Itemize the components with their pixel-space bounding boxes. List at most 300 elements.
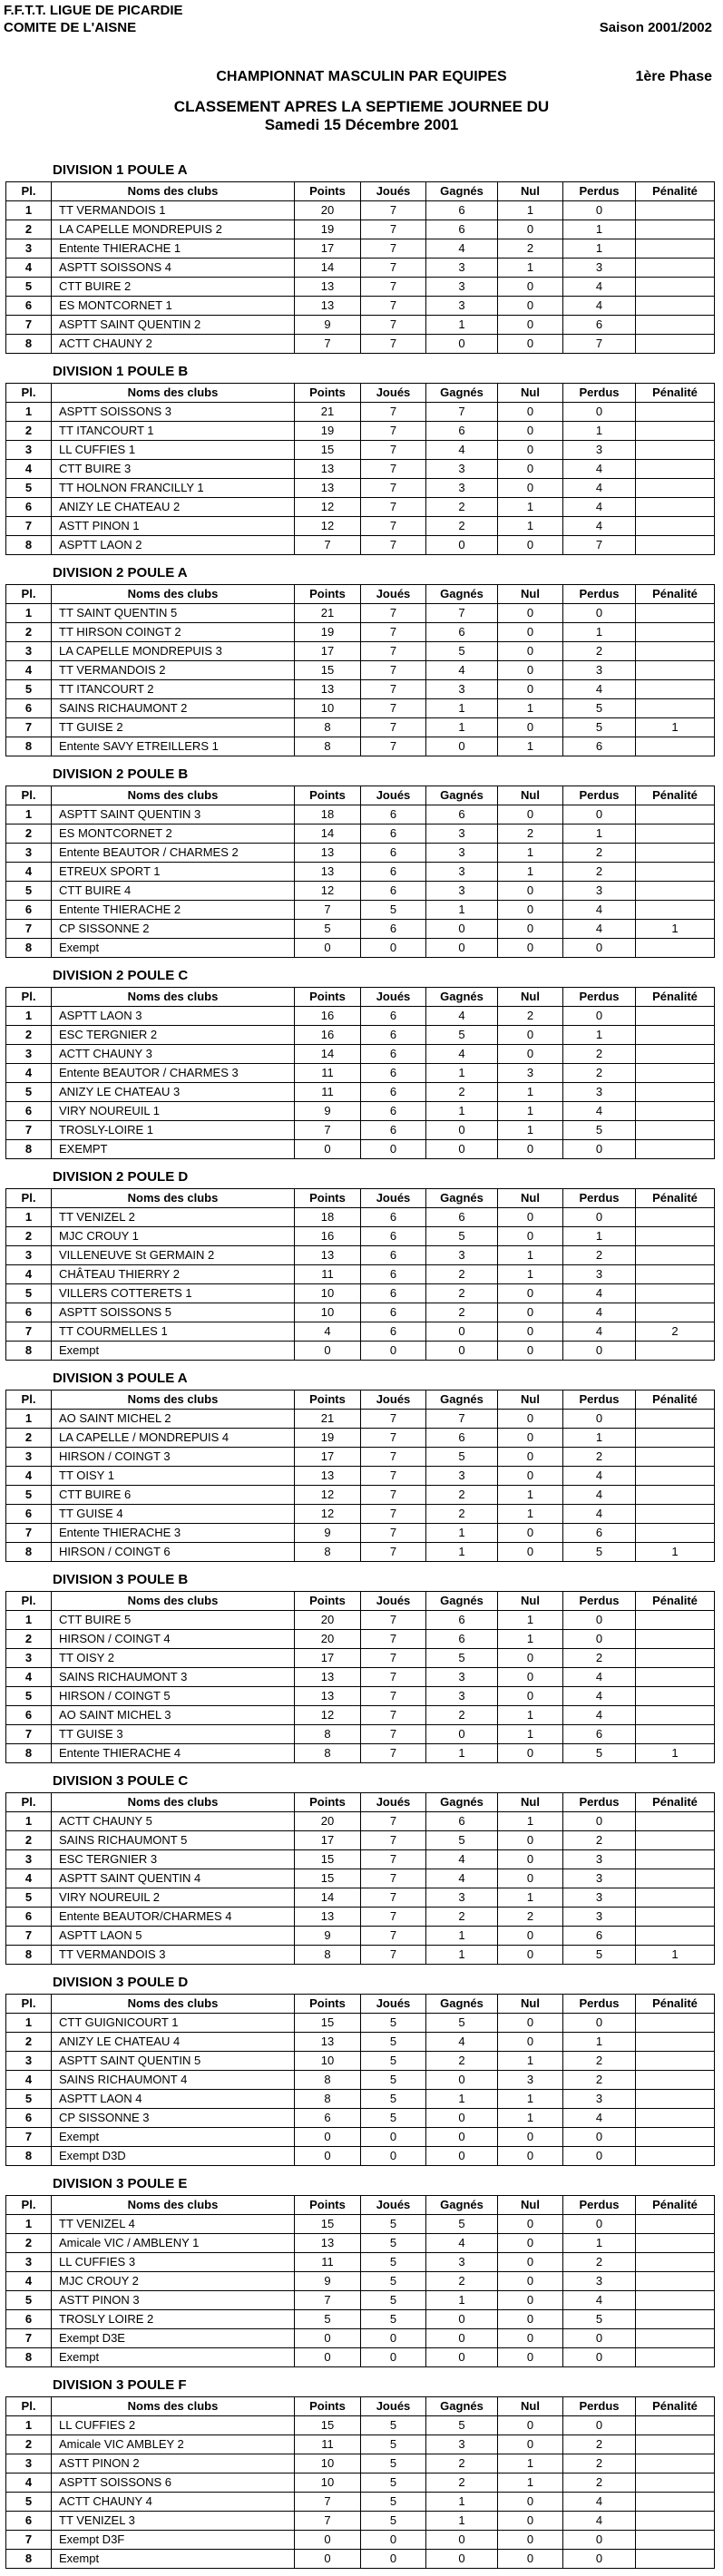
lost-cell: 6 [563,1524,636,1543]
lost-cell: 0 [563,939,636,958]
table-row [6,1227,715,1246]
place-cell: 4 [6,661,52,680]
played-cell: 7 [361,1869,426,1888]
lost-cell: 0 [563,1812,636,1831]
club-name-cell: LA CAPELLE MONDREPUIS 2 [52,220,295,239]
table-row [6,1083,715,1102]
points-cell: 13 [295,1467,361,1486]
won-cell: 2 [426,1083,498,1102]
played-cell: 7 [361,680,426,699]
table-row [6,1467,715,1486]
penalty-cell [636,805,715,825]
points-cell: 10 [295,1284,361,1303]
club-name-cell: LL CUFFIES 3 [52,2253,295,2272]
club-name-cell: CP SISSONNE 3 [52,2109,295,2128]
played-cell: 5 [361,2033,426,2052]
won-cell: 2 [426,2052,498,2071]
division-section [0,361,723,562]
points-cell: 14 [295,1888,361,1908]
played-cell: 6 [361,863,426,882]
place-cell: 6 [6,699,52,718]
club-name-cell: TT VENIZEL 2 [52,1208,295,1227]
penalty-cell [636,1812,715,1831]
penalty-cell [636,1045,715,1064]
table-row [6,1630,715,1649]
penalty-cell [636,1706,715,1725]
penalty-cell [636,2234,715,2253]
club-name-cell: ASPTT LAON 5 [52,1927,295,1946]
points-cell: 19 [295,422,361,441]
draw-cell: 0 [498,2272,563,2291]
points-cell: 15 [295,661,361,680]
club-name-cell: TT ITANCOURT 2 [52,680,295,699]
place-cell: 4 [6,2474,52,2493]
penalty-cell [636,2454,715,2474]
place-cell: 4 [6,1869,52,1888]
club-name-cell: Entente BEAUTOR / CHARMES 2 [52,844,295,863]
table-row [6,2215,715,2234]
standings-table [5,785,715,958]
table-row [6,2512,715,2531]
place-cell: 3 [6,2454,52,2474]
division-section [0,160,723,361]
club-name-cell: ASTT PINON 2 [52,2454,295,2474]
club-name-cell: Exempt [52,1342,295,1361]
lost-cell: 4 [563,901,636,920]
penalty-cell [636,901,715,920]
penalty-cell [636,2033,715,2052]
points-cell: 8 [295,1725,361,1744]
points-cell: 12 [295,1505,361,1524]
draw-cell: 0 [498,2215,563,2234]
draw-cell: 1 [498,2474,563,2493]
won-cell: 1 [426,1946,498,1965]
lost-cell: 4 [563,1303,636,1322]
won-cell: 4 [426,661,498,680]
lost-cell: 1 [563,2234,636,2253]
club-name-cell: CTT BUIRE 5 [52,1611,295,1630]
won-cell: 6 [426,623,498,642]
draw-cell: 0 [498,278,563,297]
header-club: Noms des clubs [52,182,295,201]
points-cell: 12 [295,882,361,901]
won-cell: 0 [426,2128,498,2147]
place-cell: 5 [6,1486,52,1505]
championship-title: CHAMPIONNAT MASCULIN PAR EQUIPES [216,69,507,84]
won-cell: 0 [426,1322,498,1342]
draw-cell: 0 [498,604,563,623]
table-row [6,1908,715,1927]
points-cell: 13 [295,680,361,699]
club-name-cell: SAINS RICHAUMONT 2 [52,699,295,718]
club-name-cell: ACTT CHAUNY 5 [52,1812,295,1831]
played-cell: 5 [361,2253,426,2272]
played-cell: 6 [361,882,426,901]
table-row [6,1869,715,1888]
draw-cell: 0 [498,1227,563,1246]
lost-cell: 4 [563,2493,636,2512]
header-points: Points [295,1793,361,1812]
table-row [6,1668,715,1687]
penalty-cell [636,1121,715,1140]
lost-cell: 2 [563,2435,636,2454]
played-cell: 7 [361,1611,426,1630]
won-cell: 1 [426,699,498,718]
penalty-cell [636,1064,715,1083]
club-name-cell: Exempt D3D [52,2147,295,2166]
header-points: Points [295,1592,361,1611]
draw-cell: 1 [498,517,563,536]
lost-cell: 1 [563,1026,636,1045]
header-place: Pl. [6,1793,52,1812]
lost-cell: 6 [563,1725,636,1744]
lost-cell: 4 [563,2109,636,2128]
club-name-cell: Exempt D3E [52,2329,295,2348]
header-lost: Perdus [563,2397,636,2416]
division-title: DIVISION 2 POULE D [53,1169,189,1185]
division-title: DIVISION 2 POULE C [53,968,189,983]
penalty-cell [636,2147,715,2166]
club-name-cell: ASTT PINON 1 [52,517,295,536]
lost-cell: 0 [563,805,636,825]
draw-cell: 0 [498,2128,563,2147]
place-cell: 1 [6,2215,52,2234]
won-cell: 5 [426,1227,498,1246]
points-cell: 11 [295,2253,361,2272]
place-cell: 2 [6,623,52,642]
club-name-cell: VIRY NOUREUIL 2 [52,1888,295,1908]
won-cell: 0 [426,335,498,354]
lost-cell: 2 [563,1448,636,1467]
place-cell: 8 [6,2147,52,2166]
points-cell: 7 [295,1121,361,1140]
points-cell: 9 [295,1524,361,1543]
club-name-cell: Entente THIERACHE 1 [52,239,295,259]
draw-cell: 0 [498,805,563,825]
lost-cell: 2 [563,642,636,661]
draw-cell: 0 [498,1208,563,1227]
penalty-cell [636,2348,715,2367]
division-section [0,2375,723,2576]
won-cell: 3 [426,844,498,863]
penalty-cell: 2 [636,1322,715,1342]
penalty-cell [636,1687,715,1706]
standings-table [5,2396,715,2569]
header-won: Gagnés [426,585,498,604]
penalty-cell [636,2329,715,2348]
won-cell: 5 [426,1448,498,1467]
points-cell: 16 [295,1007,361,1026]
club-name-cell: ANIZY LE CHATEAU 3 [52,1083,295,1102]
penalty-cell [636,699,715,718]
club-name-cell: LL CUFFIES 1 [52,441,295,460]
points-cell: 12 [295,1706,361,1725]
standings-table [5,181,715,354]
table-row [6,2291,715,2310]
played-cell: 7 [361,1850,426,1869]
played-cell: 7 [361,335,426,354]
won-cell: 0 [426,2071,498,2090]
won-cell: 3 [426,1687,498,1706]
played-cell: 5 [361,2272,426,2291]
played-cell: 7 [361,316,426,335]
club-name-cell: Amicale VIC / AMBLENY 1 [52,2234,295,2253]
penalty-cell: 1 [636,1543,715,1562]
header-penalty: Pénalité [636,1390,715,1410]
club-name-cell: TT HIRSON COINGT 2 [52,623,295,642]
played-cell: 6 [361,844,426,863]
draw-cell: 0 [498,1045,563,1064]
lost-cell: 2 [563,2454,636,2474]
won-cell: 2 [426,1284,498,1303]
place-cell: 2 [6,1831,52,1850]
won-cell: 5 [426,2215,498,2234]
points-cell: 11 [295,2435,361,2454]
played-cell: 0 [361,2147,426,2166]
table-row [6,2550,715,2569]
club-name-cell: ASPTT SAINT QUENTIN 3 [52,805,295,825]
draw-cell: 0 [498,2416,563,2435]
club-name-cell: CTT GUIGNICOURT 1 [52,2014,295,2033]
won-cell: 3 [426,1246,498,1265]
won-cell: 1 [426,1927,498,1946]
place-cell: 5 [6,1687,52,1706]
penalty-cell [636,1026,715,1045]
header-draw: Nul [498,1793,563,1812]
draw-cell: 0 [498,1410,563,1429]
penalty-cell [636,1410,715,1429]
won-cell: 5 [426,1026,498,1045]
points-cell: 9 [295,1102,361,1121]
division-title: DIVISION 3 POULE E [53,2176,188,2191]
club-name-cell: ACTT CHAUNY 4 [52,2493,295,2512]
lost-cell: 2 [563,2071,636,2090]
points-cell: 0 [295,2128,361,2147]
won-cell: 2 [426,498,498,517]
lost-cell: 2 [563,1649,636,1668]
table-row [6,297,715,316]
points-cell: 10 [295,2052,361,2071]
lost-cell: 2 [563,844,636,863]
draw-cell: 2 [498,239,563,259]
points-cell: 17 [295,239,361,259]
header-club: Noms des clubs [52,1995,295,2014]
lost-cell: 4 [563,1284,636,1303]
header-draw: Nul [498,786,563,805]
club-name-cell: CTT BUIRE 6 [52,1486,295,1505]
played-cell: 7 [361,1725,426,1744]
draw-cell: 0 [498,1869,563,1888]
won-cell: 3 [426,1467,498,1486]
header-draw: Nul [498,182,563,201]
club-name-cell: CTT BUIRE 3 [52,460,295,479]
draw-cell: 1 [498,201,563,220]
played-cell: 0 [361,2348,426,2367]
table-row [6,2052,715,2071]
played-cell: 7 [361,498,426,517]
club-name-cell: TT GUISE 3 [52,1725,295,1744]
points-cell: 12 [295,1486,361,1505]
penalty-cell [636,1467,715,1486]
header-penalty: Pénalité [636,786,715,805]
won-cell: 3 [426,2253,498,2272]
header-place: Pl. [6,2397,52,2416]
lost-cell: 5 [563,1946,636,1965]
lost-cell: 4 [563,920,636,939]
penalty-cell [636,882,715,901]
header-points: Points [295,786,361,805]
penalty-cell [636,2109,715,2128]
header-penalty: Pénalité [636,1189,715,1208]
won-cell: 6 [426,1611,498,1630]
penalty-cell [636,844,715,863]
points-cell: 13 [295,1668,361,1687]
played-cell: 7 [361,220,426,239]
place-cell: 4 [6,259,52,278]
penalty-cell [636,2052,715,2071]
won-cell: 1 [426,718,498,737]
header-place: Pl. [6,1995,52,2014]
won-cell: 5 [426,642,498,661]
standings-table [5,1188,715,1361]
table-row [6,2329,715,2348]
header-points: Points [295,384,361,403]
penalty-cell [636,1611,715,1630]
penalty-cell [636,1303,715,1322]
lost-cell: 3 [563,2272,636,2291]
header-club: Noms des clubs [52,2397,295,2416]
won-cell: 6 [426,220,498,239]
header-penalty: Pénalité [636,1592,715,1611]
draw-cell: 0 [498,2493,563,2512]
won-cell: 0 [426,2329,498,2348]
played-cell: 0 [361,2531,426,2550]
points-cell: 7 [295,2493,361,2512]
club-name-cell: ASPTT LAON 4 [52,2090,295,2109]
place-cell: 3 [6,1246,52,1265]
place-cell: 5 [6,680,52,699]
lost-cell: 0 [563,2147,636,2166]
header-played: Joués [361,2196,426,2215]
place-cell: 2 [6,2435,52,2454]
club-name-cell: CHÂTEAU THIERRY 2 [52,1265,295,1284]
table-row [6,2348,715,2367]
draw-cell: 0 [498,536,563,555]
penalty-cell [636,316,715,335]
header-points: Points [295,2397,361,2416]
place-cell: 6 [6,2310,52,2329]
table-header-row [6,1793,715,1812]
won-cell: 0 [426,2550,498,2569]
club-name-cell: Entente BEAUTOR / CHARMES 3 [52,1064,295,1083]
header-won: Gagnés [426,786,498,805]
table-row [6,1007,715,1026]
draw-cell: 0 [498,297,563,316]
club-name-cell: MJC CROUY 2 [52,2272,295,2291]
table-row [6,220,715,239]
won-cell: 3 [426,1888,498,1908]
won-cell: 3 [426,297,498,316]
won-cell: 4 [426,1045,498,1064]
standings-table [5,1591,715,1763]
lost-cell: 6 [563,1927,636,1946]
place-cell: 2 [6,2033,52,2052]
table-row [6,2474,715,2493]
club-name-cell: HIRSON / COINGT 5 [52,1687,295,1706]
penalty-cell: 1 [636,1744,715,1763]
header-place: Pl. [6,988,52,1007]
draw-cell: 0 [498,2234,563,2253]
lost-cell: 1 [563,239,636,259]
lost-cell: 2 [563,863,636,882]
table-row [6,718,715,737]
played-cell: 7 [361,1486,426,1505]
table-row [6,1524,715,1543]
place-cell: 5 [6,882,52,901]
draw-cell: 0 [498,2253,563,2272]
penalty-cell [636,1505,715,1524]
draw-cell: 0 [498,680,563,699]
lost-cell: 1 [563,422,636,441]
points-cell: 19 [295,220,361,239]
table-row [6,863,715,882]
place-cell: 3 [6,844,52,863]
lost-cell: 0 [563,2014,636,2033]
penalty-cell [636,863,715,882]
penalty-cell [636,1668,715,1687]
penalty-cell [636,661,715,680]
header-points: Points [295,182,361,201]
table-row [6,2531,715,2550]
table-row [6,1429,715,1448]
header-lost: Perdus [563,1592,636,1611]
penalty-cell [636,201,715,220]
draw-cell: 0 [498,2512,563,2531]
place-cell: 6 [6,2512,52,2531]
draw-cell: 0 [498,920,563,939]
place-cell: 1 [6,604,52,623]
lost-cell: 5 [563,1543,636,1562]
penalty-cell [636,1342,715,1361]
header-played: Joués [361,1592,426,1611]
won-cell: 0 [426,1121,498,1140]
header-club: Noms des clubs [52,1390,295,1410]
place-cell: 6 [6,498,52,517]
points-cell: 8 [295,1946,361,1965]
won-cell: 7 [426,1410,498,1429]
club-name-cell: ASPTT SOISSONS 3 [52,403,295,422]
lost-cell: 2 [563,2052,636,2071]
won-cell: 6 [426,422,498,441]
points-cell: 13 [295,2234,361,2253]
draw-cell: 1 [498,2454,563,2474]
header-won: Gagnés [426,1390,498,1410]
points-cell: 15 [295,2416,361,2435]
played-cell: 6 [361,1322,426,1342]
table-row [6,1649,715,1668]
won-cell: 4 [426,441,498,460]
header-draw: Nul [498,2397,563,2416]
table-row [6,1725,715,1744]
penalty-cell [636,2272,715,2291]
place-cell: 3 [6,1850,52,1869]
draw-cell: 1 [498,1486,563,1505]
won-cell: 1 [426,901,498,920]
table-header-row [6,2397,715,2416]
header-penalty: Pénalité [636,2196,715,2215]
draw-cell: 1 [498,1102,563,1121]
won-cell: 3 [426,863,498,882]
